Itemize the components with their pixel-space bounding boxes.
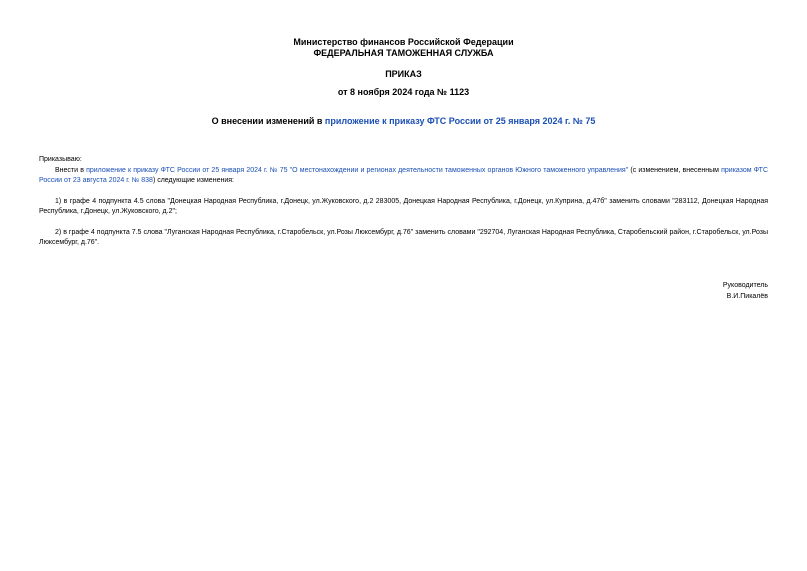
document-type: ПРИКАЗ: [385, 69, 422, 79]
document-title-link[interactable]: приложение к приказу ФТС России от 25 января 2024 г. № 75: [324, 116, 596, 126]
signature-role: Руководитель: [722, 282, 768, 289]
document-date-number: от 8 ноября 2024 года № 1123: [337, 87, 470, 97]
main-link-appendix[interactable]: приложение к приказу ФТС России от 25 января 2024 г. № 75 "О местонахождении и регионах деятельности таможенных органов Южного таможенного управления": [86, 167, 629, 174]
order-intro: Приказываю:: [39, 156, 82, 163]
main-middle: (с изменением, внесенным: [628, 167, 722, 174]
document-title-prefix: О внесении изменений в: [211, 116, 325, 126]
order-item-1: 1) в графе 4 подпункта 4.5 слова "Донецкая Народная Республика, г.Донецк, ул.Жуковского, д.2 283005, Донецкая Народная Республика, г.Донецк, ул.Куприна, д.47б" заменить словами "283112, Донецкая Народная Республика, г.Донецк, ул.Жуковского, д.2";: [39, 198, 768, 215]
document-title: [0, 116, 807, 127]
order-main-paragraph: [39, 166, 768, 186]
order-item-2: 2) в графе 4 подпункта 7.5 слова "Луганская Народная Республика, г.Старобельск, ул.Розы Люксембург, д.76" заменить словами "292704, Луганская Народная Республика, Старобельский район, г.Старобельск, ул.Розы Люксембург, д.76".: [39, 229, 768, 246]
main-link-amending-order[interactable]: приказом ФТС России от 23 августа 2024 г. № 838: [39, 167, 769, 184]
main-prefix: Внести в: [55, 167, 87, 174]
ministry-name: Министерство финансов Российской Федерации: [293, 37, 514, 47]
service-name: ФЕДЕРАЛЬНАЯ ТАМОЖЕННАЯ СЛУЖБА: [313, 48, 494, 58]
signature-name: В.И.Пикалёв: [726, 293, 768, 300]
main-suffix: ) следующие изменения:: [152, 177, 234, 184]
